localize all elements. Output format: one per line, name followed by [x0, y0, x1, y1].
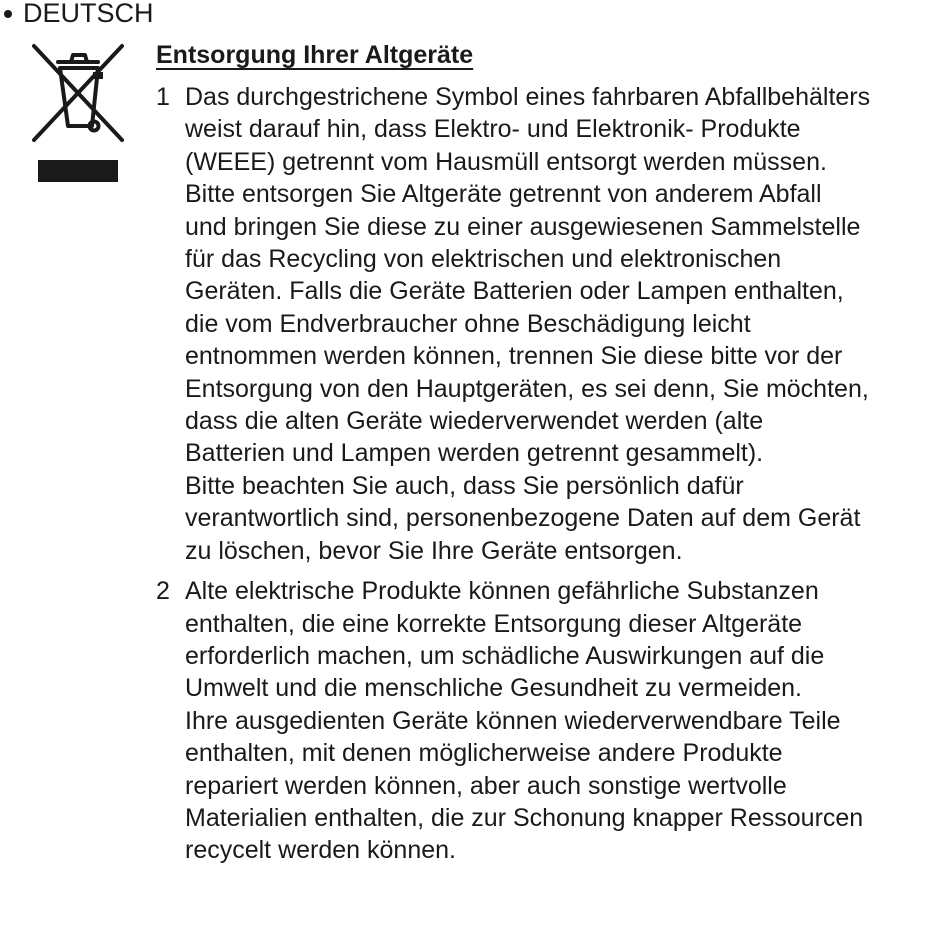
text-line: (WEEE) getrennt vom Hausmüll entsorgt werden müssen. — [185, 147, 827, 176]
text-line: Batterien und Lampen werden getrennt gesammelt). — [185, 439, 764, 468]
text-line: Das durchgestrichene Symbol eines fahrbaren Abfallbehälters — [185, 83, 871, 111]
text-line: die vom Endverbraucher ohne Beschädigung leicht — [185, 309, 751, 338]
text-line: Ihre ausgedienten Geräte können wiederverwendbare Teile — [185, 706, 841, 735]
section-title: Entsorgung Ihrer Altgeräte — [156, 41, 474, 69]
crossed-out-wheeled-bin-icon — [28, 42, 130, 188]
text-line: und bringen Sie diese zu einer ausgewiesenen Sammelstelle — [185, 212, 861, 241]
text-line: entnommen werden können, trennen Sie diese bitte vor der — [185, 342, 843, 371]
text-line: weist darauf hin, dass Elektro- und Elektronik- Produkte — [185, 115, 801, 144]
text-line: zu löschen, bevor Sie Ihre Geräte entsorgen. — [185, 536, 683, 565]
bullet-icon — [4, 10, 12, 18]
text-line: recycelt werden können. — [185, 836, 456, 865]
text-line: Bitte entsorgen Sie Altgeräte getrennt von anderem Abfall — [185, 180, 822, 209]
text-line: verantwortlich sind, personenbezogene Daten auf dem Gerät — [185, 504, 861, 533]
text-line: Materialien enthalten, die zur Schonung knapper Ressourcen — [185, 803, 864, 832]
text-line: Entsorgung von den Hauptgeräten, es sei denn, Sie möchten, — [185, 374, 869, 403]
text-line: Alte elektrische Produkte können gefährliche Substanzen — [185, 577, 819, 606]
disposal-section — [156, 38, 926, 875]
list-item — [156, 81, 926, 567]
list-item-text — [185, 81, 926, 567]
text-line: dass die alten Geräte wiederverwendet werden (alte — [185, 407, 764, 436]
text-line: repariert werden können, aber auch sonstige wertvolle — [185, 771, 787, 800]
list-item-number: 2 — [156, 577, 170, 606]
list-item-number: 1 — [156, 83, 170, 111]
language-label: DEUTSCH — [23, 0, 154, 28]
text-line: Geräten. Falls die Geräte Batterien oder Lampen enthalten, — [185, 277, 844, 306]
list-item — [156, 575, 926, 867]
list-item-text — [185, 575, 926, 867]
text-line: für das Recycling von elektrischen und elektronischen — [185, 245, 782, 274]
text-line: enthalten, mit denen möglicherweise andere Produkte — [185, 739, 783, 768]
text-line: erforderlich machen, um schädliche Auswirkungen auf die — [185, 641, 825, 670]
text-line: enthalten, die eine korrekte Entsorgung dieser Altgeräte — [185, 609, 803, 638]
language-heading — [4, 0, 154, 30]
text-line: Bitte beachten Sie auch, dass Sie persönlich dafür — [185, 471, 744, 500]
text-line: Umwelt und die menschliche Gesundheit zu vermeiden. — [185, 674, 802, 703]
